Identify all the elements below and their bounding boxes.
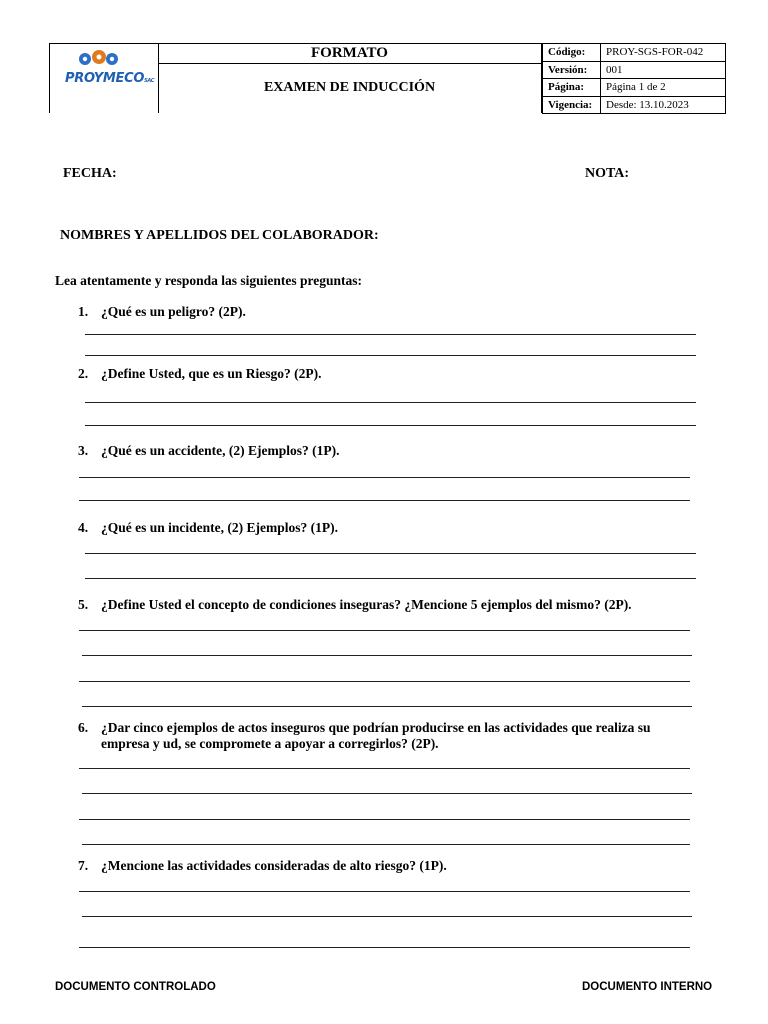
- nota-label: NOTA:: [585, 166, 630, 181]
- meta-key: Página:: [543, 79, 601, 97]
- title-cell: [158, 43, 542, 113]
- answer-line[interactable]: [79, 681, 690, 682]
- company-logo: [55, 49, 155, 94]
- footer-internal-document: DOCUMENTO INTERNO: [582, 981, 713, 993]
- answer-line[interactable]: [79, 819, 690, 820]
- question-text: ¿Qué es un accidente, (2) Ejemplos? (1P).: [101, 443, 340, 458]
- question-text: ¿Define Usted, que es un Riesgo? (2P).: [101, 366, 322, 381]
- meta-value: PROY-SGS-FOR-042: [601, 44, 726, 62]
- question-text: ¿Qué es un peligro? (2P).: [101, 304, 246, 319]
- meta-row-version: [543, 61, 726, 79]
- question-number: 1.: [78, 304, 89, 319]
- question-text: ¿Dar cinco ejemplos de actos inseguros que podrían producirse en las actividades que realiza su empresa y ud, se compromete a apoyar a corregirlos? (2P).: [101, 720, 651, 751]
- document-title: EXAMEN DE INDUCCIÓN: [263, 80, 436, 95]
- question-1: [78, 304, 698, 320]
- instructions: Lea atentamente y responda las siguientes preguntas:: [55, 273, 363, 288]
- collaborator-name-label: NOMBRES Y APELLIDOS DEL COLABORADOR:: [60, 228, 379, 243]
- question-number: 4.: [78, 520, 89, 535]
- logo-cell: [49, 43, 159, 113]
- meta-key: Código:: [543, 44, 601, 62]
- question-number: 3.: [78, 443, 89, 458]
- answer-line[interactable]: [79, 768, 690, 769]
- meta-key: Versión:: [543, 61, 601, 79]
- meta-value: Página 1 de 2: [601, 79, 726, 97]
- answer-line[interactable]: [85, 553, 696, 554]
- question-number: 2.: [78, 366, 89, 381]
- answer-line[interactable]: [82, 916, 692, 917]
- document-header: [49, 43, 726, 113]
- fecha-label: FECHA:: [63, 166, 117, 181]
- answer-line[interactable]: [79, 500, 690, 501]
- answer-line[interactable]: [79, 891, 690, 892]
- document-meta-table: [542, 43, 726, 114]
- answer-line[interactable]: [82, 706, 692, 707]
- question-number: 7.: [78, 858, 89, 873]
- question-3: [78, 443, 698, 459]
- answer-line[interactable]: [85, 402, 696, 403]
- question-5: [78, 597, 698, 613]
- question-6: [78, 720, 698, 752]
- meta-row-codigo: [543, 44, 726, 62]
- answer-line[interactable]: [85, 355, 696, 356]
- answer-line[interactable]: [79, 477, 690, 478]
- question-2: [78, 366, 698, 382]
- answer-line[interactable]: [79, 947, 690, 948]
- meta-value: Desde: 13.10.2023: [601, 96, 726, 114]
- question-number: 5.: [78, 597, 89, 612]
- answer-line[interactable]: [82, 793, 692, 794]
- meta-row-vigencia: [543, 96, 726, 114]
- answer-line[interactable]: [82, 655, 692, 656]
- meta-key: Vigencia:: [543, 96, 601, 114]
- answer-line[interactable]: [85, 425, 696, 426]
- answer-line[interactable]: [82, 844, 690, 845]
- answer-line[interactable]: [85, 334, 696, 335]
- question-text: ¿Qué es un incidente, (2) Ejemplos? (1P).: [101, 520, 338, 535]
- footer-controlled-document: DOCUMENTO CONTROLADO: [55, 981, 216, 993]
- meta-value: 001: [601, 61, 726, 79]
- format-label: FORMATO: [311, 45, 388, 61]
- logo-wordmark: PROYMECOSAC: [65, 71, 155, 86]
- question-4: [78, 520, 698, 536]
- answer-line[interactable]: [79, 630, 690, 631]
- question-7: [78, 858, 698, 874]
- meta-row-pagina: [543, 79, 726, 97]
- question-number: 6.: [78, 720, 89, 735]
- question-text: ¿Define Usted el concepto de condiciones inseguras? ¿Mencione 5 ejemplos del mismo? (2P).: [101, 597, 632, 612]
- title-divider: [158, 63, 541, 64]
- answer-line[interactable]: [85, 578, 696, 579]
- question-text: ¿Mencione las actividades consideradas de alto riesgo? (1P).: [101, 858, 447, 873]
